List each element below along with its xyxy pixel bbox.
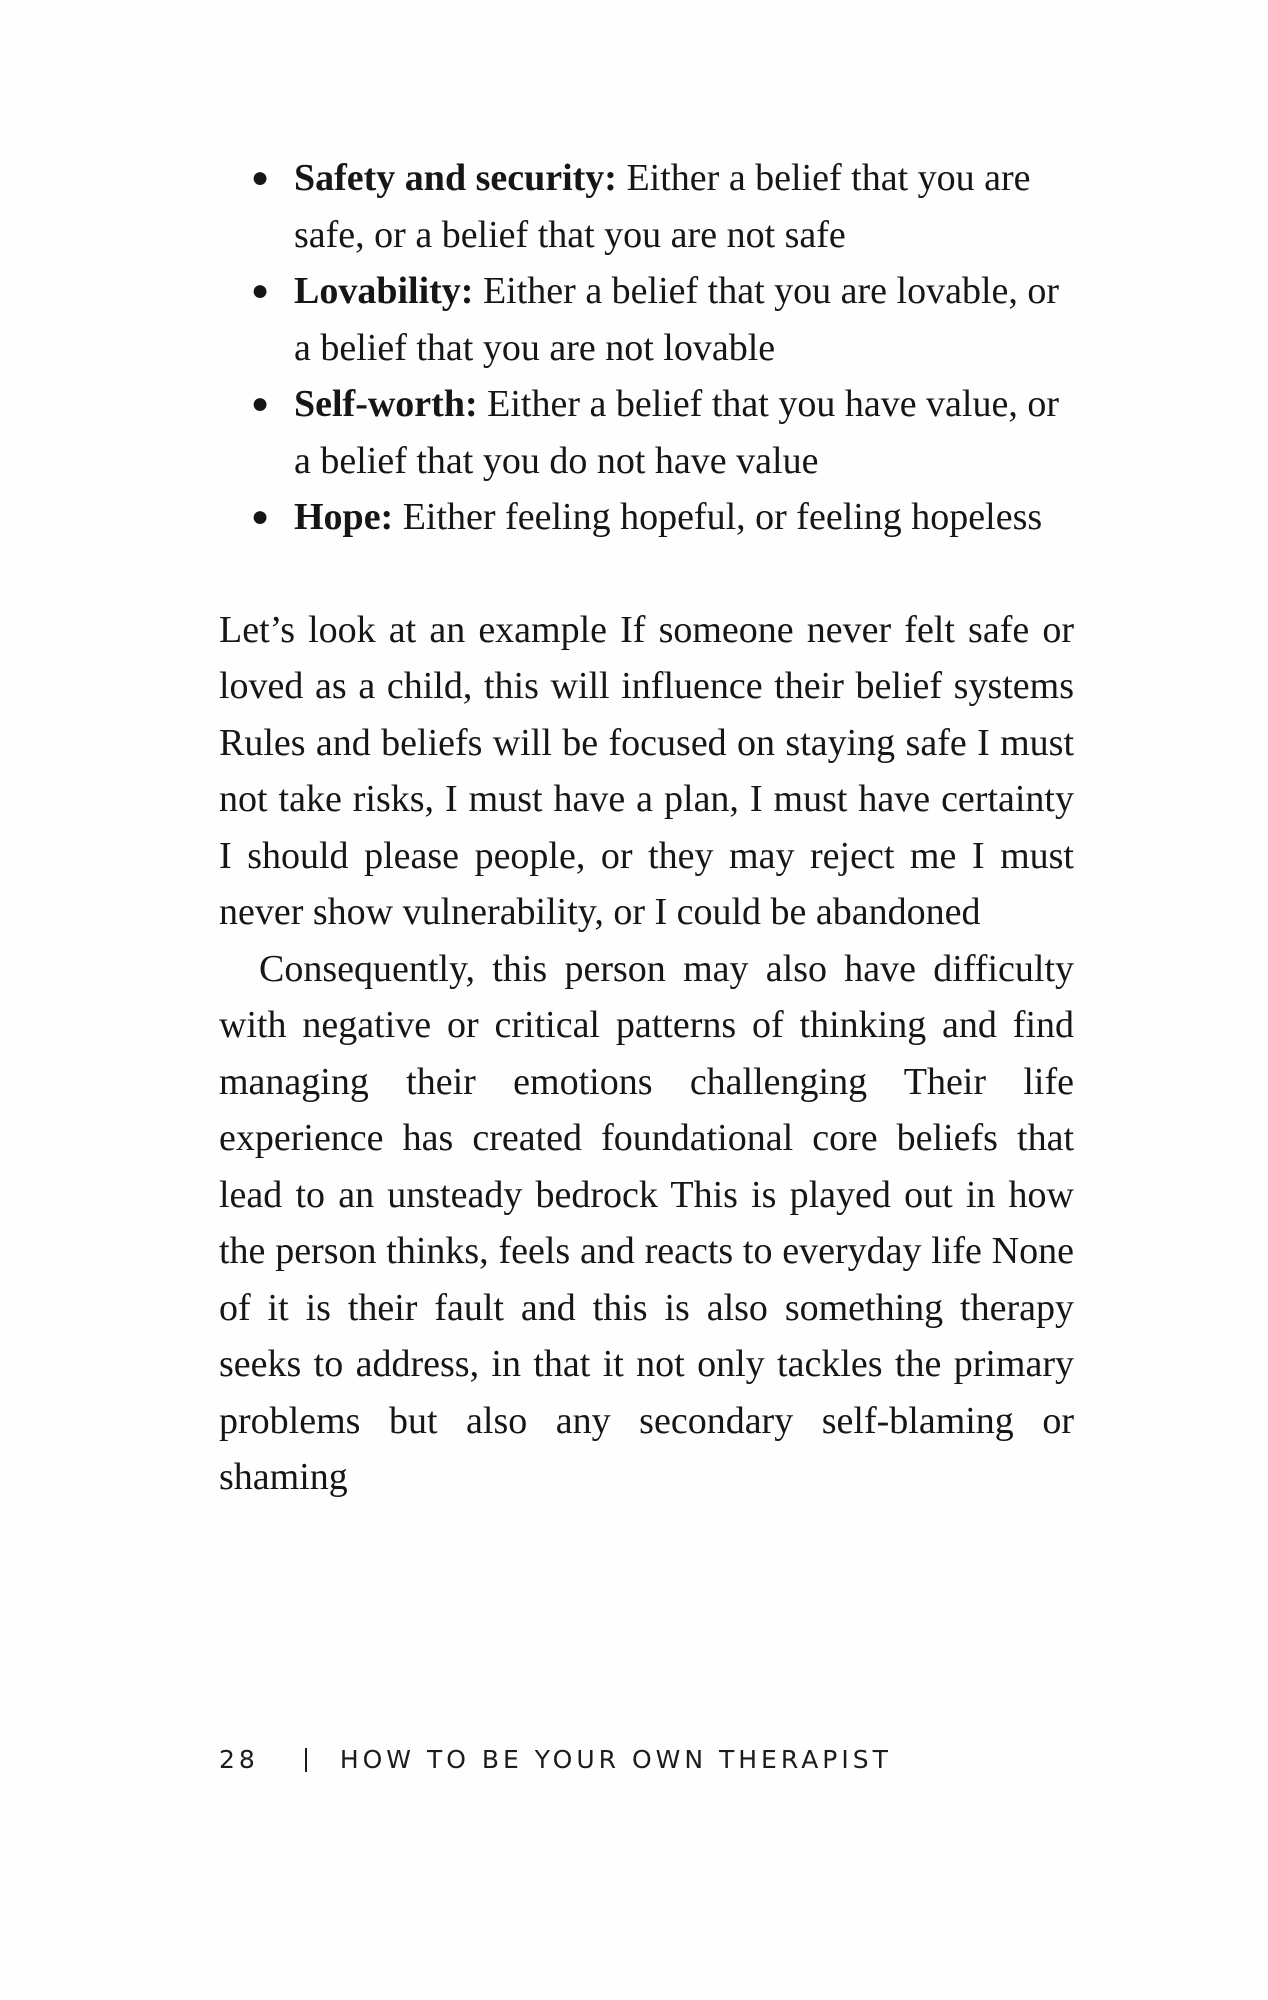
body-paragraph: Consequently, this person may also have difficulty with negative or critical patterns of thinking and find managing their emotions challenging Their life experience has created foundational core beliefs that lead to an unsteady bedrock This is played out in how the person thinks, feels and reacts to everyday life None of it is their fault and this is also something therapy seeks to address, in that it not only tackles the primary problems but also any secondary self-blaming or shaming: [219, 947, 1074, 1498]
list-item: [219, 489, 1074, 546]
list-item-text: Either feeling hopeful, or feeling hopeless: [393, 496, 1043, 538]
list-item: [219, 263, 1074, 376]
bullet-dot-icon: ●: [251, 387, 270, 420]
bullet-dot-icon: ●: [251, 161, 270, 194]
page-content: [219, 150, 1074, 1506]
list-item: [219, 150, 1074, 263]
page-number: 28: [219, 1745, 259, 1774]
list-item-text: Either a belief that you have value, or a belief that you do not have value: [294, 383, 1059, 482]
list-item-term: Safety and security:: [294, 157, 617, 199]
belief-list: [219, 150, 1074, 546]
body-paragraph: Let’s look at an example If someone never felt safe or loved as a child, this will influence their belief systems Rules and beliefs will be focused on staying safe I must not take risks, I must have a plan, I must have certainty I should please people, or they may reject me I must never show vulnerability, or I could be abandoned: [219, 608, 1074, 933]
list-item: [219, 376, 1074, 489]
running-title: HOW TO BE YOUR OWN THERAPIST: [339, 1745, 892, 1774]
list-item-term: Lovability:: [294, 270, 474, 312]
bullet-dot-icon: ●: [251, 274, 270, 307]
list-item-term: Hope:: [294, 496, 394, 538]
list-item-term: Self-worth:: [294, 383, 478, 425]
bullet-dot-icon: ●: [251, 500, 270, 533]
list-item-text: Either a belief that you are safe, or a belief that you are not safe: [294, 157, 1031, 256]
page-footer: [219, 1745, 892, 1774]
footer-divider: [305, 1748, 307, 1772]
list-item-text: Either a belief that you are lovable, or a belief that you are not lovable: [294, 270, 1060, 369]
